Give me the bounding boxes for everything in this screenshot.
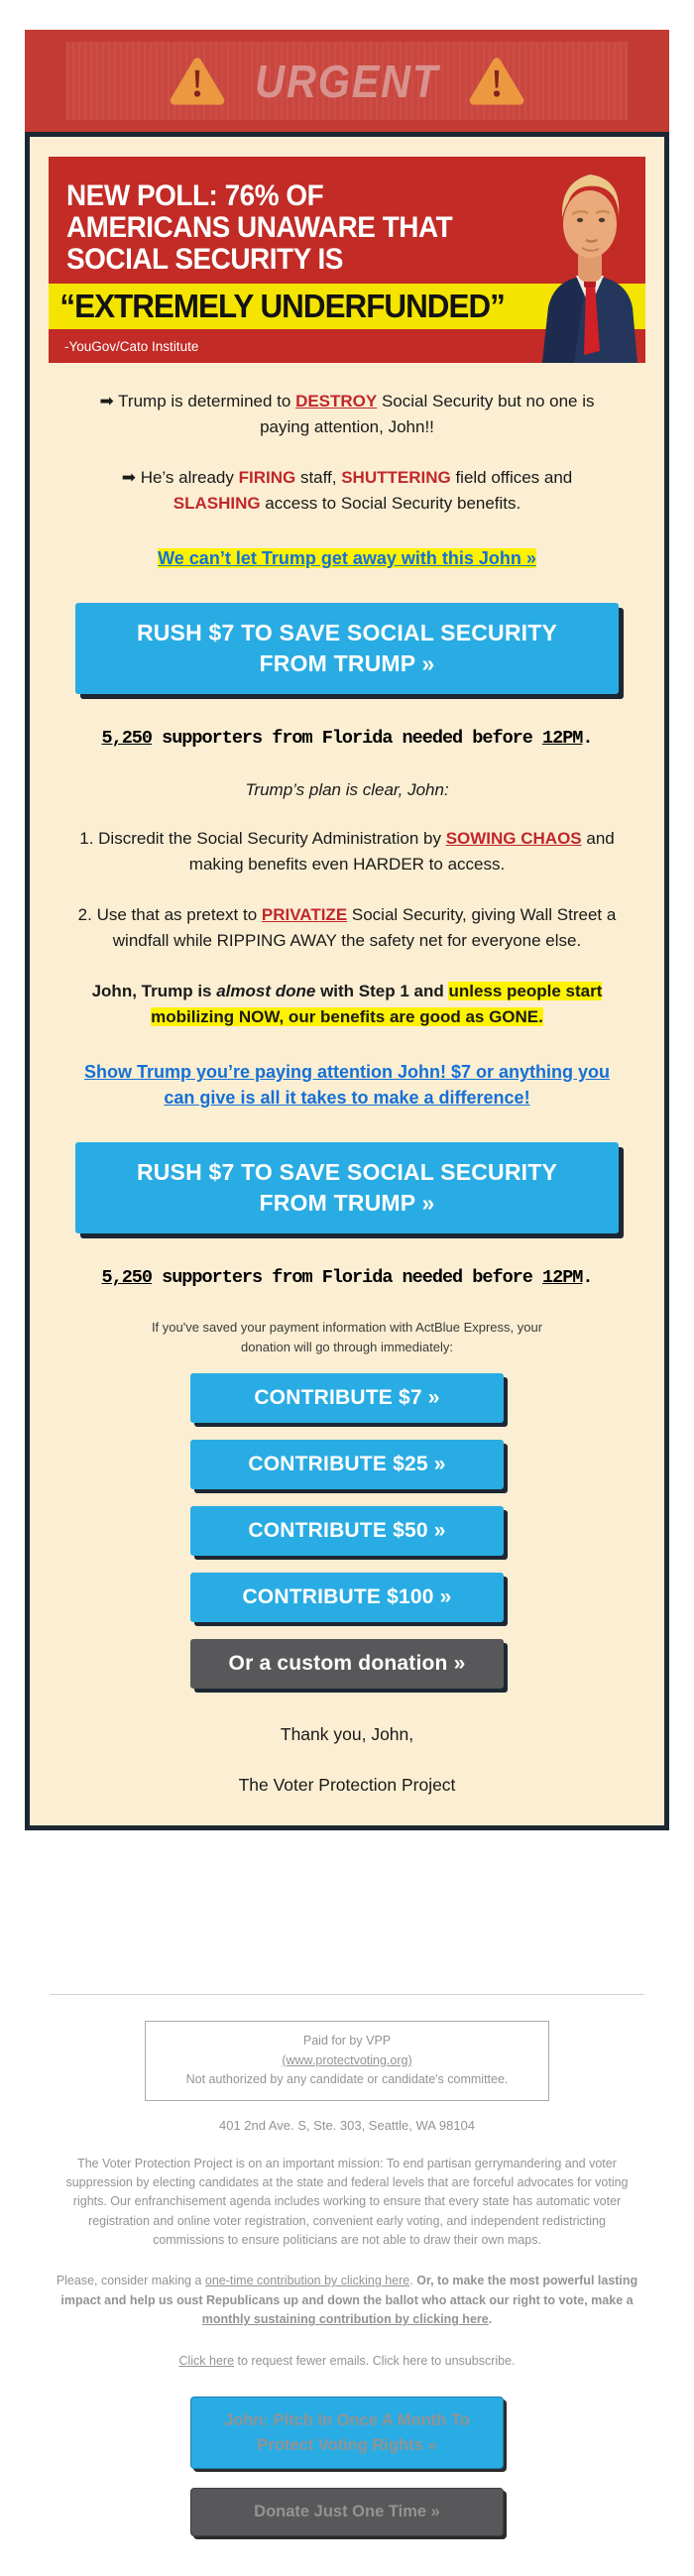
trump-photo <box>534 157 645 363</box>
warning-triangle-icon <box>469 57 524 106</box>
poll-headline: NEW POLL: 76% OF AMERICANS UNAWARE THAT SOCIAL SECURITY IS <box>66 179 453 277</box>
contribute-100-button[interactable]: CONTRIBUTE $100 » <box>190 1573 504 1622</box>
monthly-pitch-button[interactable]: John: Pitch In Once A Month To Protect Voting Rights » <box>190 2397 504 2470</box>
contribute-50-button[interactable]: CONTRIBUTE $50 » <box>190 1506 504 1556</box>
rush-7-button-2[interactable]: RUSH $7 TO SAVE SOCIAL SECURITY FROM TRUMP » <box>75 1142 619 1233</box>
unsubscribe-link[interactable]: Click here to unsubscribe. <box>372 2353 516 2368</box>
fewer-emails-link[interactable]: Click here <box>178 2353 235 2368</box>
urgent-label: URGENT <box>255 55 439 107</box>
not-authorized-line: Not authorized by any candidate or candidate's committee. <box>185 2072 509 2087</box>
supporters-counter-2: 5,250 supporters from Florida needed before 12PM. <box>101 1267 593 1289</box>
email-preferences-line: Click here to request fewer emails. Click here to unsubscribe. <box>178 2353 516 2368</box>
signature-line: The Voter Protection Project <box>238 1775 456 1796</box>
contribute-7-button[interactable]: CONTRIBUTE $7 » <box>190 1373 504 1423</box>
poll-quote: “EXTREMELY UNDERFUNDED” <box>59 288 505 324</box>
contribute-25-button[interactable]: CONTRIBUTE $25 » <box>190 1440 504 1489</box>
plan-intro: Trump’s plan is clear, John: <box>245 780 449 800</box>
disclaimer-box <box>145 2021 549 2100</box>
rush-7-button[interactable]: RUSH $7 TO SAVE SOCIAL SECURITY FROM TRUMP » <box>75 603 619 694</box>
email-body <box>25 132 669 1830</box>
email-card <box>25 30 669 1830</box>
closing-line: Thank you, John, <box>280 1724 414 1745</box>
paid-for-line: Paid for by VPP <box>302 2034 392 2049</box>
custom-donation-button[interactable]: Or a custom donation » <box>190 1639 504 1689</box>
actblue-note: If you've saved your payment information with ActBlue Express, your donation will go through immediately: <box>151 1320 543 1354</box>
supporters-counter: 5,250 supporters from Florida needed before 12PM. <box>101 728 593 750</box>
email-footer <box>0 1994 694 2576</box>
link-cant-let-trump[interactable]: We can’t let Trump get away with this John » <box>158 548 536 568</box>
protectvoting-link[interactable]: (www.protectvoting.org) <box>282 2052 412 2067</box>
paragraph-firing: ➡ He’s already FIRING staff, SHUTTERING field offices and SLASHING access to Social Security benefits. <box>121 468 573 513</box>
warning-highlight: John, Trump is almost done with Step 1 and unless people start mobilizing NOW, our benefits are good as GONE. <box>91 982 603 1026</box>
footer-divider <box>50 1994 644 1995</box>
contribution-appeal: Please, consider making a one-time contribution by clicking here. Or, to make the most powerful lasting impact and help us oust Republicans up and down the ballot who attack our right to vote, make a monthly sustaining contribution by clicking here. <box>56 2274 638 2327</box>
monthly-contribution-link[interactable]: monthly sustaining contribution by clicking here <box>201 2312 489 2327</box>
urgent-banner <box>25 30 669 132</box>
bottom-spacer <box>0 2536 694 2576</box>
warning-triangle-icon <box>170 57 225 106</box>
one-time-contribution-link[interactable]: one-time contribution by clicking here <box>204 2274 410 2288</box>
plan-item-1: 1. Discredit the Social Security Administration by SOWING CHAOS and making benefits even HARDER to access. <box>79 829 615 874</box>
mission-statement: The Voter Protection Project is on an important mission: To end partisan gerrymandering and voter suppression by electing candidates at the state and federal levels that are forceful advocates for voting rights. Our enfranchisement agenda includes working to ensure that every state has automatic voter registration and online voter registration, convenient early voting, and independent redistricting commissions to ensure politicians are not able to draw their own maps. <box>65 2156 629 2248</box>
paragraph-destroy: ➡ Trump is determined to DESTROY Social Security but no one is paying attention, John!! <box>99 392 595 436</box>
footer-address: 401 2nd Ave. S, Ste. 303, Seattle, WA 98104 <box>218 2117 476 2133</box>
urgent-banner-inner <box>66 42 628 120</box>
poll-graphic <box>49 157 645 363</box>
donate-once-button[interactable]: Donate Just One Time » <box>190 2488 504 2536</box>
link-show-trump[interactable]: Show Trump you’re paying attention John! $7 or anything you can give is all it takes to make a difference! <box>83 1062 611 1109</box>
plan-item-2: 2. Use that as pretext to PRIVATIZE Social Security, giving Wall Street a windfall while RIPPING AWAY the safety net for everyone else. <box>77 905 617 950</box>
poll-attribution: -YouGov/Cato Institute <box>64 339 199 354</box>
